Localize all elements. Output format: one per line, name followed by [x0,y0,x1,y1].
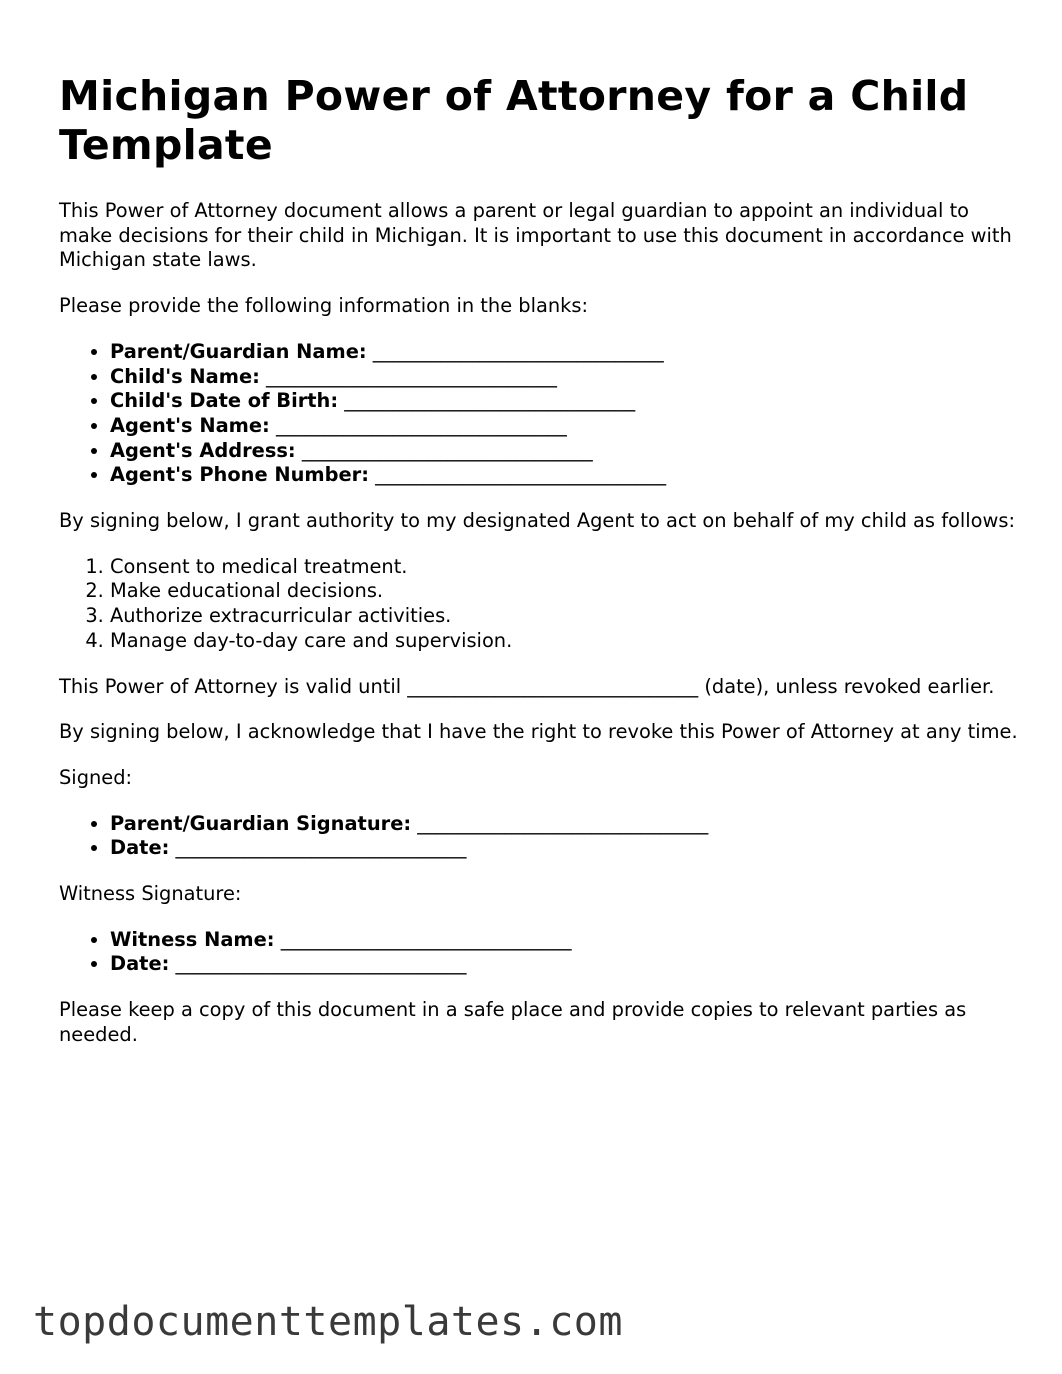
power-item: 3. Authorize extracurricular activities. [110,604,1019,629]
field-blank: ______________________________ [266,364,557,388]
field-blank: ______________________________ [375,463,667,487]
site-watermark: topdocumenttemplates.com [33,1299,623,1345]
field-label: Parent/Guardian Signature: [110,811,412,835]
instructions-paragraph: Please provide the following information in the blanks: [59,294,589,318]
field-witness-name [110,928,1019,953]
field-agent-name [110,414,1019,439]
validity-paragraph: This Power of Attorney is valid until ______________________________ (date), unless revoked earlier. [59,674,995,698]
field-child-name [110,365,1019,390]
field-witness-date [110,952,1019,977]
grant-paragraph: By signing below, I grant authority to my designated Agent to act on behalf of my child as follows: [59,509,1016,533]
revoke-paragraph: By signing below, I acknowledge that I have the right to revoke this Power of Attorney at any time. [59,720,1018,744]
field-label: Agent's Phone Number: [110,463,369,487]
field-child-date-of-birth [110,389,1019,414]
signed-heading: Signed: [59,765,133,789]
field-blank: ______________________________ [175,952,467,976]
field-label: Parent/Guardian Name: [110,339,367,363]
power-item: 2. Make educational decisions. [110,579,1019,604]
field-agent-phone-number [110,463,1019,488]
field-label: Date: [110,836,170,860]
field-blank: ______________________________ [301,438,593,462]
witness-heading: Witness Signature: [59,882,242,906]
document-page [59,72,1019,1069]
field-blank: ______________________________ [417,811,709,835]
info-fields-list [59,340,1019,488]
field-label: Agent's Address: [110,438,296,462]
document-title: Michigan Power of Attorney for a Child Template [59,72,969,169]
intro-paragraph: This Power of Attorney document allows a parent or legal guardian to appoint an individual to make decisions for their child in Michigan. It is important to use this document in accordance with Michigan state laws. [59,199,1012,272]
field-label: Date: [110,952,170,976]
field-parent-guardian-name [110,340,1019,365]
signed-fields-list [59,812,1019,861]
field-blank: ______________________________ [344,389,636,413]
field-label: Witness Name: [110,927,275,951]
power-item: 1. Consent to medical treatment. [110,555,1019,580]
field-blank: ______________________________ [275,413,567,437]
witness-fields-list [59,928,1019,977]
powers-list [59,555,1019,654]
field-blank: ______________________________ [175,836,467,860]
field-label: Agent's Name: [110,413,270,437]
field-blank: ______________________________ [280,927,572,951]
field-agent-address [110,439,1019,464]
field-signed-date [110,836,1019,861]
power-item: 4. Manage day-to-day care and supervision. [110,629,1019,654]
closing-paragraph: Please keep a copy of this document in a safe place and provide copies to relevant parties as needed. [59,998,967,1046]
field-parent-guardian-signature [110,812,1019,837]
field-label: Child's Name: [110,364,260,388]
field-label: Child's Date of Birth: [110,389,339,413]
field-blank: ______________________________ [372,339,664,363]
